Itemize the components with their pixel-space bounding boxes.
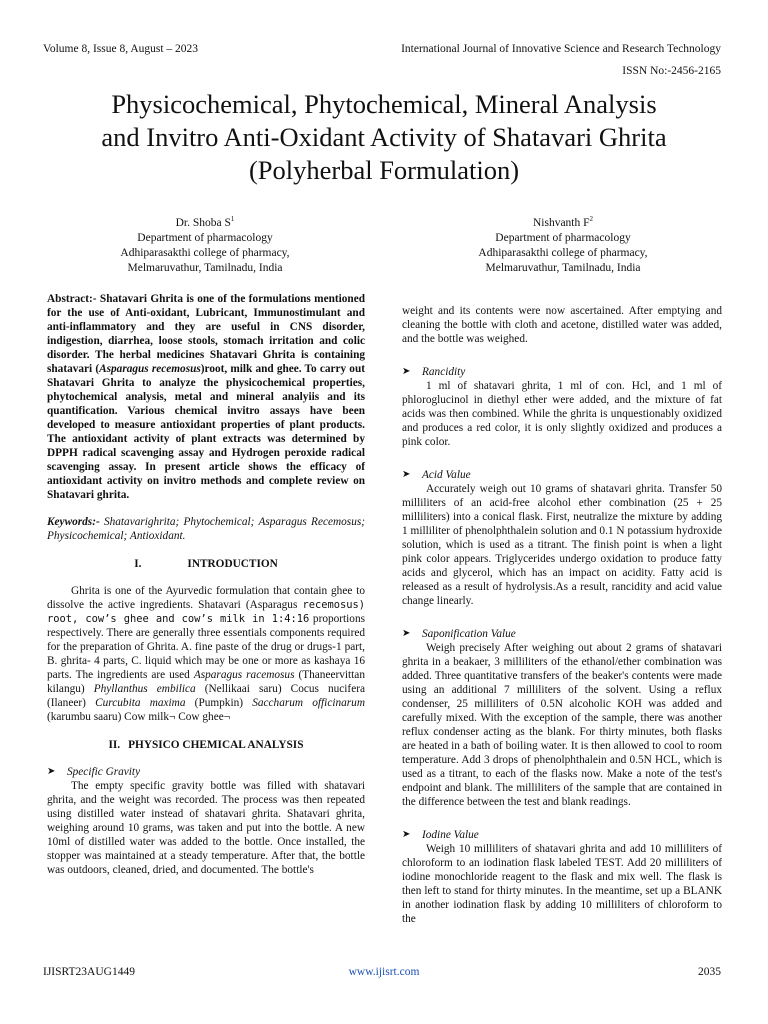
author-department: Department of pharmacology bbox=[495, 231, 631, 244]
author-name: Dr. Shoba $S^1$ bbox=[175, 215, 235, 229]
keywords: Keywords:- Shatavarighrita; Phytochemical; Asparagus Recemosus; Physicochemical; Antioxidant. bbox=[47, 516, 365, 542]
rancidity-paragraph: 1 ml of shatavari ghrita, 1 ml of con. Hcl, and 1 ml of phloroglucinol in diethyl ether were added, and the mixture of fat acids was then combined. While the ghrita is unquestionably oxidized and produces a red color, it is only slightly oxidized and produces a pink color. bbox=[402, 380, 722, 448]
journal-name: International Journal of Innovative Science and Research Technology bbox=[401, 43, 721, 55]
author-name: Nishvanth $F^2$ bbox=[532, 215, 594, 229]
section-heading-physicochemical: II. PHYSICO CHEMICAL ANALYSIS bbox=[108, 739, 304, 751]
iodine-value-paragraph: Weigh 10 milliliters of shatavari ghrita and add 10 milliliters of chloroform to an iodination flask labeled TEST. Add 20 milliliters of iodine monochloride reagent to the flask and mix well. The flask is then left to stand for thirty minutes. In the meantime, set up a BLANK in another iodination flask by adding 10 milliliters of chloroform to the bbox=[402, 843, 722, 925]
author-department: Department of pharmacology bbox=[137, 231, 273, 244]
journal-website-link[interactable]: www.ijisrt.com bbox=[348, 966, 420, 978]
page-number: 2035 bbox=[698, 966, 721, 978]
arrow-bullet-icon: ➤ bbox=[402, 366, 411, 377]
introduction-paragraph: Ghrita is one of the Ayurvedic formulation that contain ghee to dissolve the active ingredients. Shatavari (Asparagus recemosus) root, cow’s ghee and cow’s milk in 1:4:16 proportions respectively. There are generally three essentials components required for the preparation of Ghrita. A. fine paste of the drug or drugs-1 part, B. ghrita- 4 parts, C. liquid which may be one or more as kashaya 16 parts. The ingredients are used Asparagus racemosus (Thaneervittan kilangu) Phyllanthus embilica (Nellikaai saru) Cocus nucifera (Ilaneer) Curcubita maxima (Pumpkin) Saccharum officinarum (karumbu saaru) Cow milk¬ Cow ghee¬ bbox=[47, 585, 366, 723]
specific-gravity-paragraph: The empty specific gravity bottle was filled with shatavari ghrita, and the weight was recorded. The process was then repeated using distilled water instead of shatavari ghrita. Shatavari ghrita, weighing around 10 grams, was taken and put into the bottle. A new 10ml of distilled water was added to the bottle. Once installed, the stopper was maintained at a steady temperature. After that, the bottle was outdoors, cleaned, dried, and documented. The bottle's bbox=[47, 780, 365, 876]
continued-paragraph: weight and its contents were now ascertained. After emptying and cleaning the bottle with cloth and acetone, distilled water was added, and the bottle was weighed. bbox=[402, 305, 722, 345]
author-location: Melmaruvathur, Tamilnadu, India bbox=[127, 261, 283, 274]
arrow-bullet-icon: ➤ bbox=[402, 829, 411, 840]
title-line: and Invitro Anti-Oxidant Activity of Shatavari Ghrita bbox=[101, 122, 667, 152]
right-column bbox=[402, 304, 722, 926]
left-column bbox=[47, 292, 365, 877]
subheading-iodine-value: ➤ Iodine Value bbox=[402, 829, 479, 841]
author-location: Melmaruvathur, Tamilnadu, India bbox=[485, 261, 641, 274]
section-heading-introduction: I. INTRODUCTION bbox=[134, 558, 278, 570]
title-line: (Polyherbal Formulation) bbox=[248, 155, 520, 185]
acid-value-paragraph: Accurately weigh out 10 grams of shatavari ghrita. Transfer 50 milliliters of an acid-free alcohol ether combination (25 + 25 milliliters) into a conical flask. First, neutralize the mixture by adding 1 milliliter of phenolphthalein solution and 0.1 N potassium hydroxide solution, which is used as a titrant. The finish point is when a light pink color appears. Triglycerides undergo oxidation to produce fatty acids and glycerol, which has an impact on acidity. Fatty acid is released as a result of hydrolysis.As a result, rancidity and acid value change linearly. bbox=[402, 483, 722, 607]
arrow-bullet-icon: ➤ bbox=[402, 469, 411, 480]
arrow-bullet-icon: ➤ bbox=[402, 628, 411, 639]
author-college: Adhiparasakthi college of pharmacy, bbox=[120, 246, 290, 259]
volume-info: Volume 8, Issue 8, August – 2023 bbox=[43, 43, 199, 55]
title-line: Physicochemical, Phytochemical, Mineral Analysis bbox=[111, 89, 657, 119]
subheading-acid-value: ➤ Acid Value bbox=[402, 469, 471, 481]
author-college: Adhiparasakthi college of pharmacy, bbox=[478, 246, 648, 259]
author-block-1 bbox=[75, 212, 335, 276]
author-block-2 bbox=[433, 212, 693, 276]
subheading-rancidity: ➤ Rancidity bbox=[402, 366, 466, 378]
arrow-bullet-icon: ➤ bbox=[47, 766, 56, 777]
abstract: Abstract:- Shatavari Ghrita is one of the formulations mentioned for the use of Anti-oxidant, Lubricant, Immunostimulant and anti-inflammatory and they are useful in CNS disorder, indigestion, diarrhea, loose stools, stomach irritation and colic disorder. The herbal medicines Shatavari Ghrita is containing shatavari (Asparagus recemosus)root, milk and ghee. To carry out Shatavari Ghrita to analyze the physicochemical properties, phytochemical analysis, metal and mineral analyiis and its quantification. Various chemical invitro assays have been developed to measure antioxidant properties of plant products. The antioxidant activity of plant extracts was determined by DPPH radical scavenging assay and Hydrogen peroxide radical scavenging assay. In present article shows the efficacy of antioxidant activity on invitro methods and complete review on Shatavari ghrita. bbox=[47, 293, 365, 501]
subheading-saponification-value: ➤ Saponification Value bbox=[402, 628, 516, 640]
saponification-paragraph: Weigh precisely After weighing out about 2 grams of shatavari ghrita in a beakaer, 3 milliliters of the ethanol/ether combination was added. Three quantitative transfers of the beaker's contents were made using an additional 7 milliliters of the solvent. Using a reflux condenser, 25 milliliters of 0.5N alcoholic KOH was added and carefully mixed. With the exception of the sample, there was another reflux condenser acting as the blank. For thirty minutes, both flasks are heated in a bath of boiling water. It is then allowed to cool to room temperature. Add 3 drops of phenolphthalein and 0.5N HCL, which is used as a titrant, to each of the flasks now. Make a note of the test's endpoint and blank. The milliliters of the sample that are contained in the difference between the test and blank readings. bbox=[402, 642, 722, 808]
subheading-specific-gravity: ➤ Specific Gravity bbox=[47, 766, 141, 778]
paper-title bbox=[40, 88, 728, 187]
paper-id: IJISRT23AUG1449 bbox=[43, 966, 135, 978]
issn: ISSN No:-2456-2165 bbox=[622, 65, 721, 77]
